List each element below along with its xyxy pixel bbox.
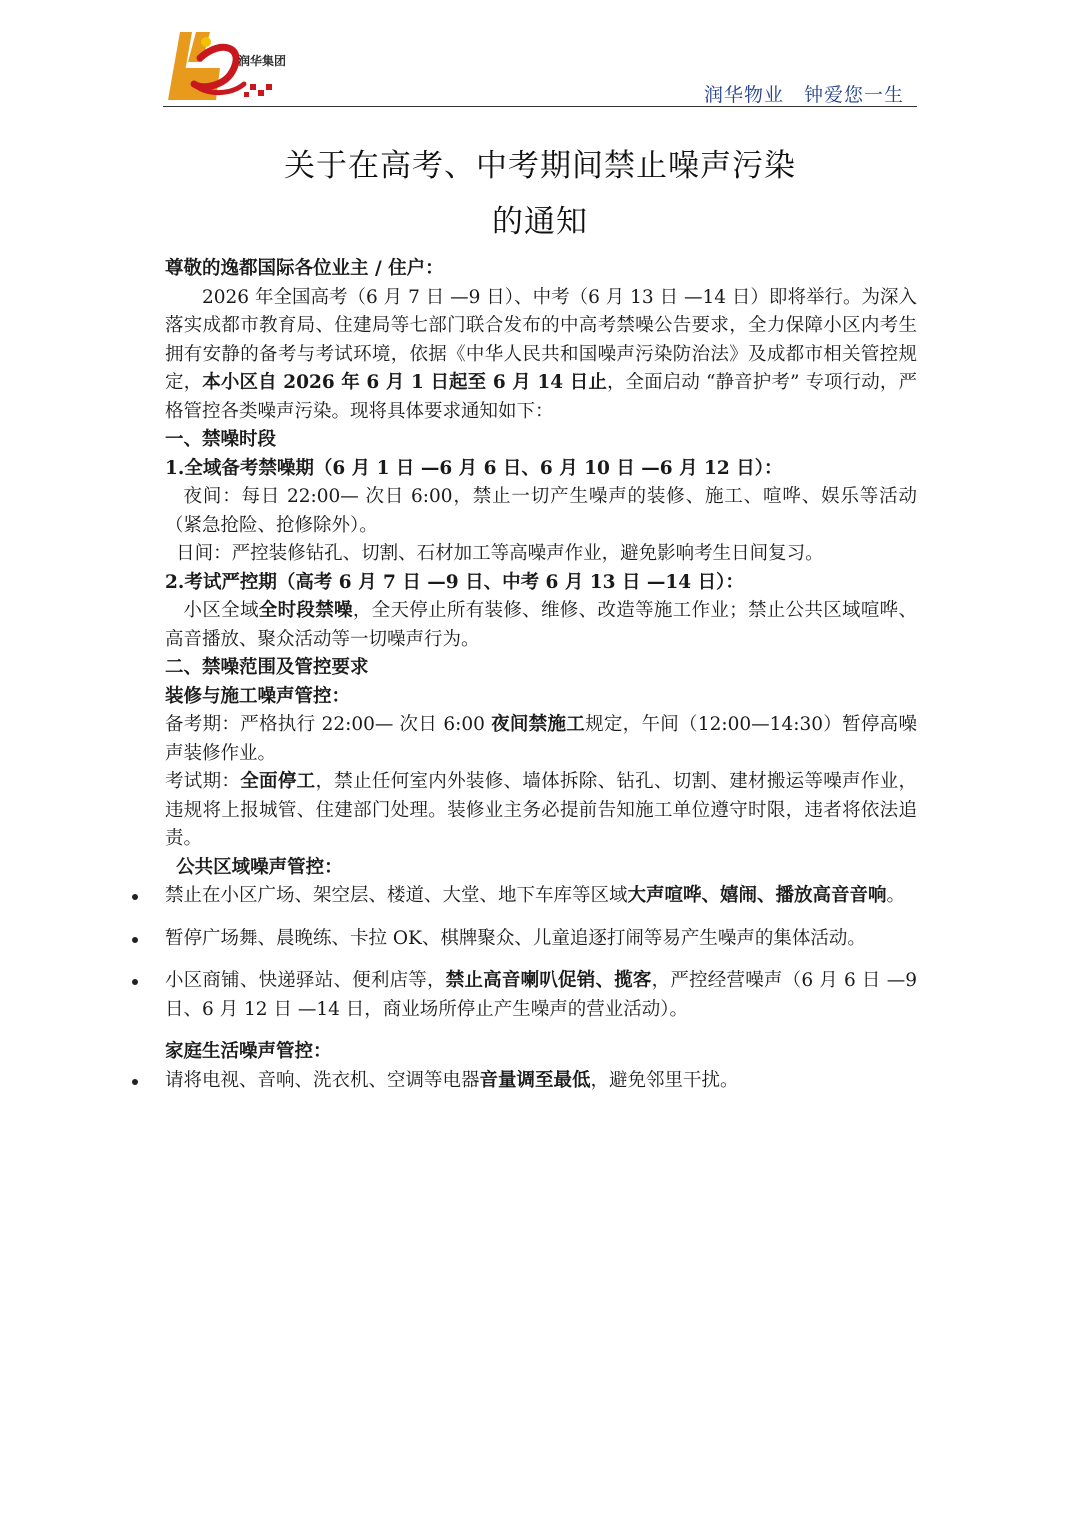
decor-heading: 装修与施工噪声管控： xyxy=(165,685,351,707)
notice-title-line2: 的通知 xyxy=(492,204,588,240)
public-rules-list xyxy=(165,882,917,1024)
section2-heading: 二、禁噪范围及管控要求 xyxy=(165,657,369,678)
header-divider xyxy=(163,106,917,107)
list-item-text: 请将电视、音响、洗衣机、空调等电器 xyxy=(165,1069,480,1091)
notice-title-line1: 关于在高考、中考期间禁止噪声污染 xyxy=(284,148,796,184)
list-item-tail: ，避免邻里干扰。 xyxy=(590,1069,739,1091)
prep-rule-tail: 规定，午间（12:00—14:30）暂停高噪声装修作业。 xyxy=(165,714,917,764)
list-item xyxy=(165,925,917,954)
header-slogan: 润华物业 钟爱您一生 xyxy=(703,84,904,106)
list-item-tail: ，严控经营噪声（6 月 6 日 —9 日、6 月 12 日 —14 日，商业场所停止产生噪声的营业活动）。 xyxy=(165,970,917,1020)
prep-rule-text: 备考期：严格执行 22:00— 次日 6:00 xyxy=(165,714,492,735)
exam-rule-tail: ，全天停止所有装修、维修、改造等施工作业；禁止公共区域喧哗、高音播放、聚众活动等一切噪声行为。 xyxy=(165,600,917,650)
section1-exam-rule xyxy=(165,597,917,654)
home-rules-list xyxy=(165,1067,917,1096)
exam-rule-text: 小区全域 xyxy=(183,600,259,621)
prep-rule-emphasis: 夜间禁施工 xyxy=(491,714,586,735)
list-item-emphasis: 大声喧哗、嬉闹、播放高音音响 xyxy=(627,885,887,906)
intro-text: 2026 年全国高考（6 月 7 日 —9 日）、中考（6 月 13 日 —14 日）即将举行。为深入落实成都市教育局、住建局等七部门联合发布的中高考禁噪公告要求，全力保障小区内考生拥有安静的备考与考试环境，依据《中华人民共和国噪声污染防治法》及成都市相关管控规定， xyxy=(165,286,917,393)
notice-body xyxy=(165,255,917,1109)
exam-period-text: 考试期： xyxy=(165,771,241,792)
list-item xyxy=(165,967,917,1024)
intro-date-range: 本小区自 2026 年 6 月 1 日起至 6 月 14 日止 xyxy=(202,372,607,393)
greeting: 尊敬的逸都国际各位业主 / 住户： xyxy=(165,258,444,279)
section1-sub2-heading: 2.考试严控期（高考 6 月 7 日 —9 日、中考 6 月 13 日 —14 日）： xyxy=(165,571,744,593)
list-item-tail: 。 xyxy=(886,885,906,906)
intro-paragraph xyxy=(165,284,917,427)
exam-period-tail: ，禁止任何室内外装修、墙体拆除、钻孔、切割、建材搬运等噪声作业，违规将上报城管、住建部门处理。装修业主务必提前告知施工单位遵守时限，违者将依法追责。 xyxy=(165,771,917,849)
list-item-text: 禁止在小区广场、架空层、楼道、大堂、地下车库等区域 xyxy=(165,885,628,906)
list-item-emphasis: 音量调至最低 xyxy=(479,1069,591,1091)
section1-day-rule: 日间：严控装修钻孔、切割、石材加工等高噪声作业，避免影响考生日间复习。 xyxy=(176,543,824,564)
section1-sub1-heading: 1.全域备考禁噪期（6 月 1 日 —6 月 6 日、6 月 10 日 —6 月 12 日）： xyxy=(165,457,783,479)
public-heading: 公共区域噪声管控： xyxy=(176,856,343,878)
list-item-emphasis: 禁止高音喇叭促销、揽客 xyxy=(445,970,652,991)
decor-exam-rule xyxy=(165,768,917,854)
home-heading: 家庭生活噪声管控： xyxy=(165,1041,332,1062)
list-item xyxy=(165,882,917,911)
section1-night-rule: 夜间：每日 22:00— 次日 6:00，禁止一切产生噪声的装修、施工、喧哗、娱乐等活动（紧急抢险、抢修除外）。 xyxy=(165,486,917,536)
exam-rule-emphasis: 全时段禁噪 xyxy=(258,600,353,621)
list-item xyxy=(165,1067,917,1096)
exam-period-emphasis: 全面停工 xyxy=(240,771,316,792)
intro-text-tail: ，全面启动 “静音护考” 专项行动，严格管控各类噪声污染。现将具体要求通知如下： xyxy=(165,372,917,422)
section1-heading: 一、禁噪时段 xyxy=(165,429,277,450)
logo-text: 润华集团 xyxy=(238,54,287,68)
list-item-text: 暂停广场舞、晨晚练、卡拉 OK、棋牌聚众、儿童追逐打闹等易产生噪声的集体活动。 xyxy=(165,927,866,949)
list-item-text: 小区商铺、快递驿站、便利店等， xyxy=(165,970,446,991)
decor-prep-rule xyxy=(165,711,917,768)
